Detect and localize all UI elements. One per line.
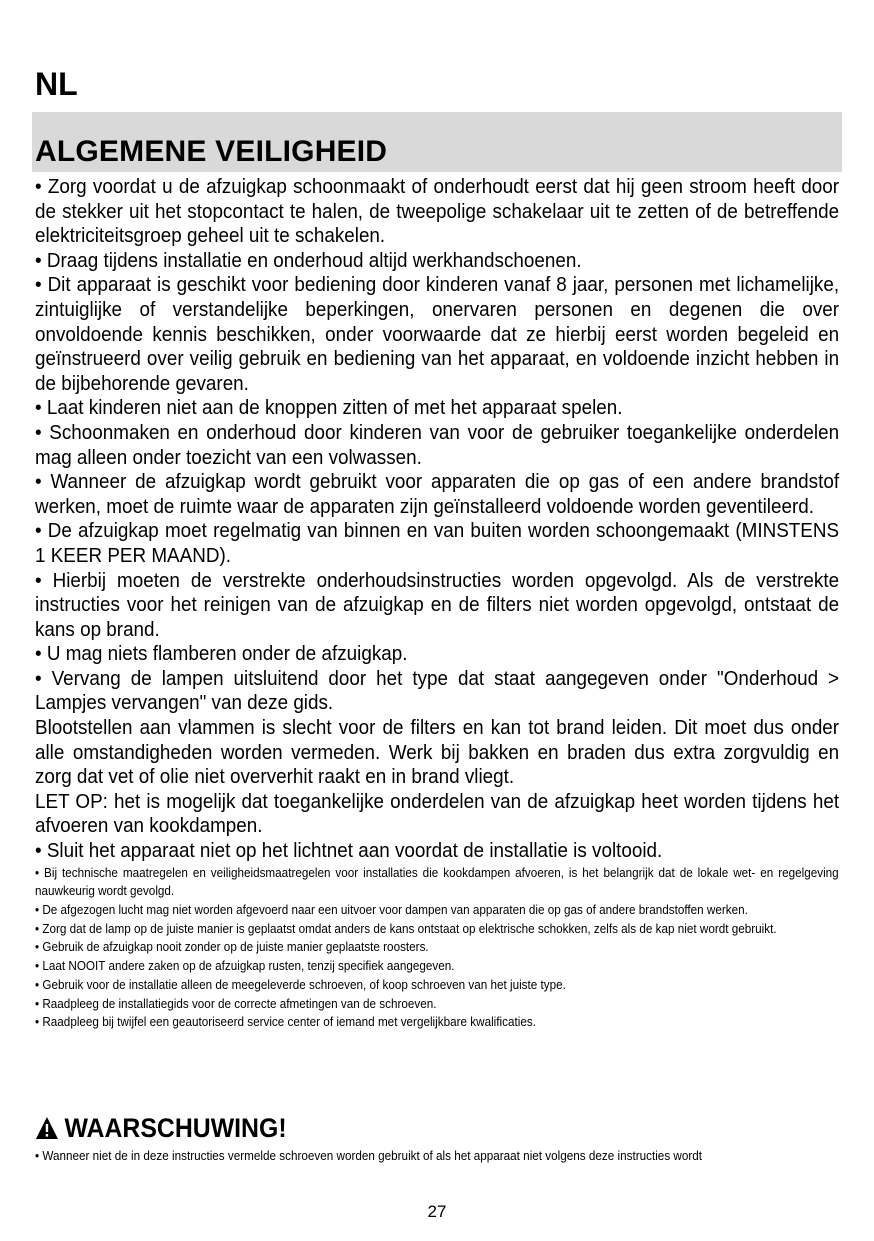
instruction-paragraph: • Laat kinderen niet aan de knoppen zitten of met het apparaat spelen. <box>35 396 623 420</box>
instruction-paragraph: • Wanneer de afzuigkap wordt gebruikt voor apparaten die op gas of een andere brandstof werken, moet de ruimte waar de apparaten zijn geïnstalleerd voldoende worden geventileerd. <box>35 470 840 518</box>
instruction-paragraph: • Zorg voordat u de afzuigkap schoonmaakt of onderhoudt eerst dat hij geen stroom heeft door de stekker uit het stopcontact te halen, de tweepolige schakelaar uit te zetten of de betreffende elektriciteitsgroep geheel uit te schakelen. <box>35 175 840 248</box>
safety-instructions <box>35 175 839 1032</box>
instruction-paragraph: • Draag tijdens installatie en onderhoud altijd werkhandschoenen. <box>35 248 582 272</box>
section-title: ALGEMENE VEILIGHEID <box>35 135 388 168</box>
instruction-paragraph-small: • Raadpleeg bij twijfel een geautoriseerd service center of iemand met vergelijkbare kwalificaties. <box>35 1014 536 1030</box>
warning-paragraph: • Wanneer niet de in deze instructies vermelde schroeven worden gebruikt of als het apparaat niet volgens deze instructies wordt <box>35 1148 703 1163</box>
instruction-paragraph-small: • Laat NOOIT andere zaken op de afzuigkap rusten, tenzij specifiek aangegeven. <box>35 958 455 974</box>
page-number: 27 <box>427 1202 447 1221</box>
instruction-paragraph: • U mag niets flamberen onder de afzuigkap. <box>35 642 408 666</box>
warning-title: WAARSCHUWING! <box>64 1113 287 1143</box>
instruction-paragraph: • De afzuigkap moet regelmatig van binnen en van buiten worden schoongemaakt (MINSTENS 1 KEER PER MAAND). <box>35 519 840 567</box>
instruction-paragraph: • Schoonmaken en onderhoud door kinderen van voor de gebruiker toegankelijke onderdelen mag alleen onder toezicht van een volwassen. <box>35 420 840 469</box>
instruction-paragraph-small: • Bij technische maatregelen en veiligheidsmaatregelen voor installaties die kookdampen afvoeren, is het belangrijk dat de lokale wet- en regelgeving nauwkeurig wordt gevolgd. <box>35 864 839 899</box>
language-code: NL <box>35 66 78 102</box>
warning-heading <box>35 1112 287 1144</box>
instruction-paragraph: • Vervang de lampen uitsluitend door het type dat staat aangegeven onder "Onderhoud > Lampjes vervangen" van deze gids. <box>35 666 840 715</box>
instruction-paragraph-small: • Raadpleeg de installatiegids voor de correcte afmetingen van de schroeven. <box>35 995 437 1011</box>
instruction-paragraph-small: • Gebruik de afzuigkap nooit zonder op de juiste manier geplaatste roosters. <box>35 939 429 955</box>
instruction-paragraph: • Hierbij moeten de verstrekte onderhoudsinstructies worden opgevolgd. Als de verstrekte instructies voor het reinigen van de afzuigkap en de filters niet worden opgevolgd, ontstaat de kans op brand. <box>35 568 840 641</box>
instruction-paragraph: • Sluit het apparaat niet op het lichtnet aan voordat de installatie is voltooid. <box>35 839 663 863</box>
instruction-paragraph: Blootstellen aan vlammen is slecht voor de filters en kan tot brand leiden. Dit moet dus onder alle omstandigheden worden vermeden. Werk bij bakken en braden dus extra zorgvuldig en zorg dat vet of olie niet oververhit raakt en in brand vliegt. <box>35 716 840 789</box>
instruction-paragraph: • Dit apparaat is geschikt voor bediening door kinderen vanaf 8 jaar, personen met lichamelijke, zintuiglijke of verstandelijke beperkingen, onervaren personen en degenen die over onvoldoende kennis beschikken, onder voorwaarde dat ze hierbij eerst worden begeleid en geïnstrueerd over veilig gebruik en bediening van het apparaat, en voldoende inzicht hebben in de bijbehorende gevaren. <box>35 273 840 395</box>
instruction-paragraph-small: • Zorg dat de lamp op de juiste manier is geplaatst omdat anders de kans ontstaat op elektrische schokken, zelfs als de kap niet wordt gebruikt. <box>35 920 777 936</box>
instruction-paragraph-small: • De afgezogen lucht mag niet worden afgevoerd naar een uitvoer voor dampen van apparaten die op gas of andere brandstoffen werken. <box>35 902 748 918</box>
instruction-paragraph: LET OP: het is mogelijk dat toegankelijke onderdelen van de afzuigkap heet worden tijdens het afvoeren van kookdampen. <box>35 789 840 838</box>
warning-triangle-icon <box>35 1116 59 1140</box>
instruction-paragraph-small: • Gebruik voor de installatie alleen de meegeleverde schroeven, of koop schroeven van het juiste type. <box>35 976 566 992</box>
